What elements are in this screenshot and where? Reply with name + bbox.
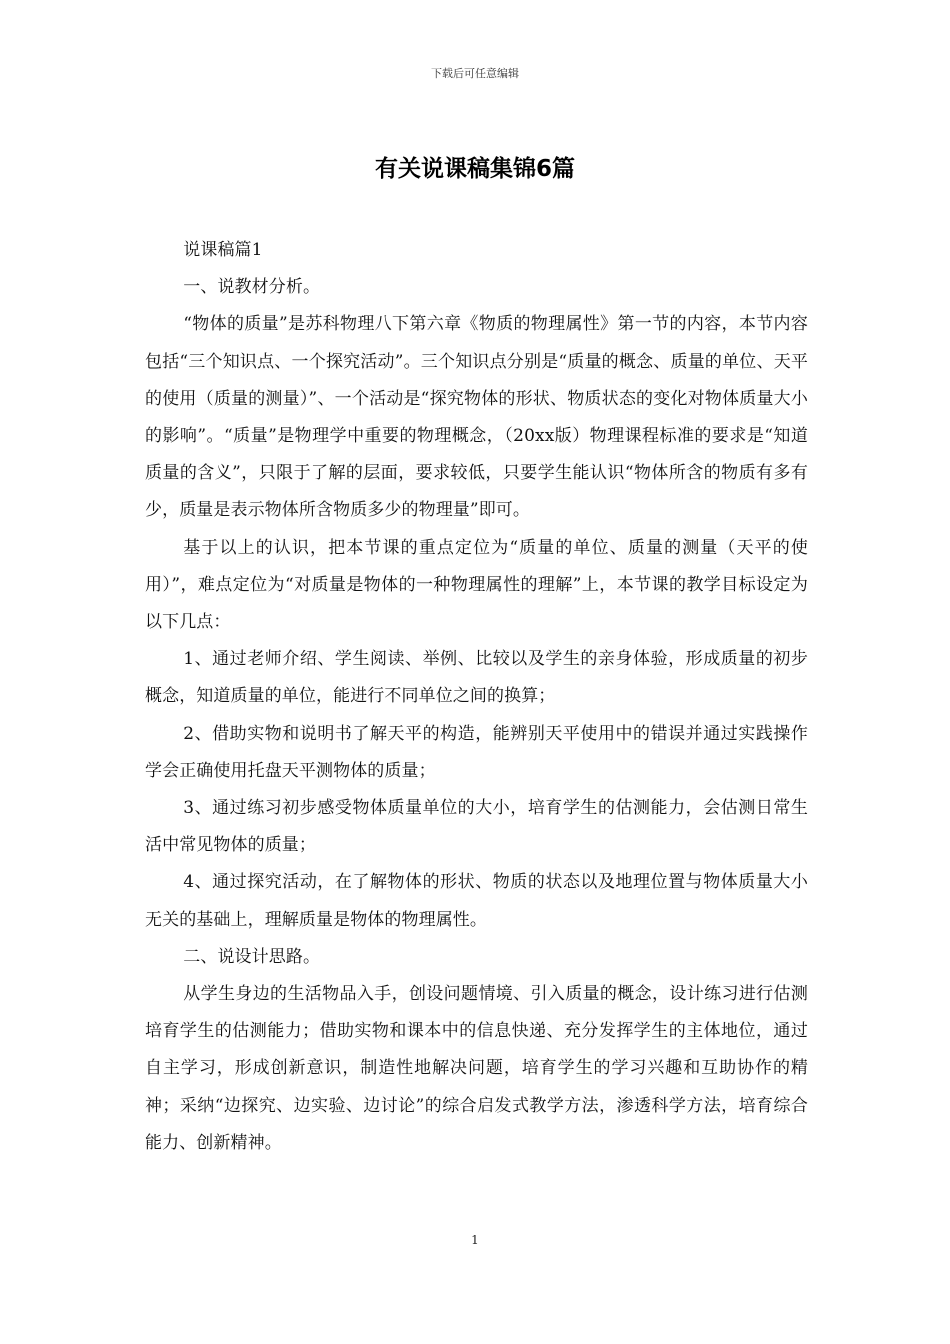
objective-item-2: 2、借助实物和说明书了解天平的构造，能辨别天平使用中的错误并通过实践操作学会正确使用托盘天平测物体的质量；: [145, 723, 808, 781]
section-heading-textbook-analysis: 一、说教材分析。: [183, 277, 321, 298]
paragraph-textbook-content: “物体的质量”是苏科物理八下第六章《物质的物理属性》第一节的内容，本节内容包括“三个知识点、一个探究活动”。三个知识点分别是“质量的概念、质量的单位、天平的使用（质量的测量）”、一个活动是“探究物体的形状、物质状态的变化对物体质量大小的影响”。“质量”是物理学中重要的物理概念，（20xx版）物理课程标准的要求是“知道质量的含义”，只限于了解的层面，要求较低，只要学生能认识“物体所含的物质有多有少，质量是表示物体所含物质多少的物理量”即可。: [145, 314, 808, 521]
section-heading-design-idea: 二、说设计思路。: [183, 946, 321, 967]
section-heading-lecture-1: 说课稿篇1: [183, 240, 263, 260]
paragraph-design-idea: 从学生身边的生活物品入手，创设问题情境、引入质量的概念，设计练习进行估测培育学生的估测能力；借助实物和课本中的信息快递、充分发挥学生的主体地位，通过自主学习，形成创新意识，制造性地解决问题，培育学生的学习兴趣和互助协作的精神；采纳“边探究、边实验、边讨论”的综合启发式教学方法，渗透科学方法，培育综合能力、创新精神。: [145, 984, 808, 1153]
document-body: [145, 232, 808, 1162]
objective-item-1: 1、通过老师介绍、学生阅读、举例、比较以及学生的亲身体验，形成质量的初步概念，知道质量的单位，能进行不同单位之间的换算；: [145, 649, 808, 707]
objective-item-3: 3、通过练习初步感受物体质量单位的大小，培育学生的估测能力，会估测日常生活中常见物体的质量；: [145, 798, 808, 856]
page-header-note: 下载后可任意编辑: [431, 67, 519, 80]
paragraph-key-points: 基于以上的认识，把本节课的重点定位为“质量的单位、质量的测量（天平的使用）”，难点定位为“对质量是物体的一种物理属性的理解”上，本节课的教学目标设定为以下几点：: [145, 537, 808, 633]
page-number: 1: [471, 1233, 479, 1247]
document-title: 有关说课稿集锦6篇: [374, 156, 575, 182]
objective-item-4: 4、通过探究活动，在了解物体的形状、物质的状态以及地理位置与物体质量大小无关的基础上，理解质量是物体的物理属性。: [145, 872, 808, 930]
